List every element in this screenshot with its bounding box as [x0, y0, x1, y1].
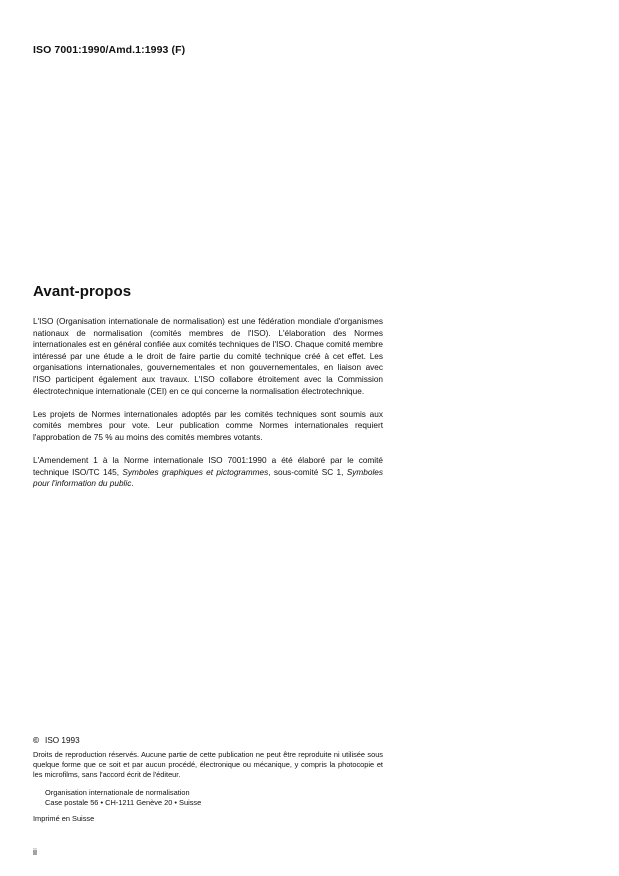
copyright-line — [33, 736, 383, 746]
copyright-icon: © — [33, 736, 40, 745]
amendment-text-end: . — [131, 479, 134, 489]
paragraph-iso-intro: L'ISO (Organisation internationale de normalisation) est une fédération mondiale d'organismes nationaux de normalisation (comités membres de l'ISO). L'élaboration des Normes internationales est en général confiée aux comités techniques de l'ISO. Chaque comité membre intéressé par une étude a le droit de faire partie du comité technique créé à cet effet. Les organisations internationales, gouvernementales et non gouvernementales, en liaison avec l'ISO participent également aux travaux. L'ISO collabore étroitement avec la Commission électrotechnique internationale (CEI) en ce qui concerne la normalisation électrotechnique. — [33, 317, 383, 396]
amendment-text-mid: , sous-comité SC 1, — [268, 467, 344, 477]
section-title: Avant-propos — [33, 283, 132, 300]
rights-notice: Droits de reproduction réservés. Aucune partie de cette publication ne peut être reproduite ni utilisée sous quelque forme que ce soit et par aucun procédé, électronique ou mécanique, y compris la photocopie et les microfilms, sans l'accord écrit de l'éditeur. — [33, 750, 383, 779]
amendment-committee-title: Symboles graphiques et pictogrammes — [122, 467, 269, 477]
organisation-address — [45, 788, 383, 808]
page-number: ii — [33, 847, 37, 857]
printed-in: Imprimé en Suisse — [33, 814, 95, 823]
organisation-name: Organisation internationale de normalisation — [45, 788, 190, 797]
paragraph-voting: Les projets de Normes internationales adoptés par les comités techniques sont soumis aux comités membres pour vote. Leur publication comme Normes internationales requiert l'approbation de 75 % au moins des comités membres votants. — [33, 409, 383, 442]
paragraph-amendment — [33, 455, 383, 490]
amendment-subcommittee-title: Symboles pour l'information du public — [33, 467, 383, 489]
copyright-footer — [33, 736, 383, 824]
postal-address: Case postale 56 • CH-1211 Genève 20 • Suisse — [45, 798, 202, 807]
copyright-text: ISO 1993 — [45, 736, 80, 745]
foreword-body — [33, 316, 383, 502]
amendment-text-start: L'Amendement 1 à la Norme internationale ISO 7001:1990 a été élaboré par le comité technique ISO/TC 145, — [33, 456, 383, 477]
document-reference: ISO 7001:1990/Amd.1:1993 (F) — [33, 44, 186, 56]
